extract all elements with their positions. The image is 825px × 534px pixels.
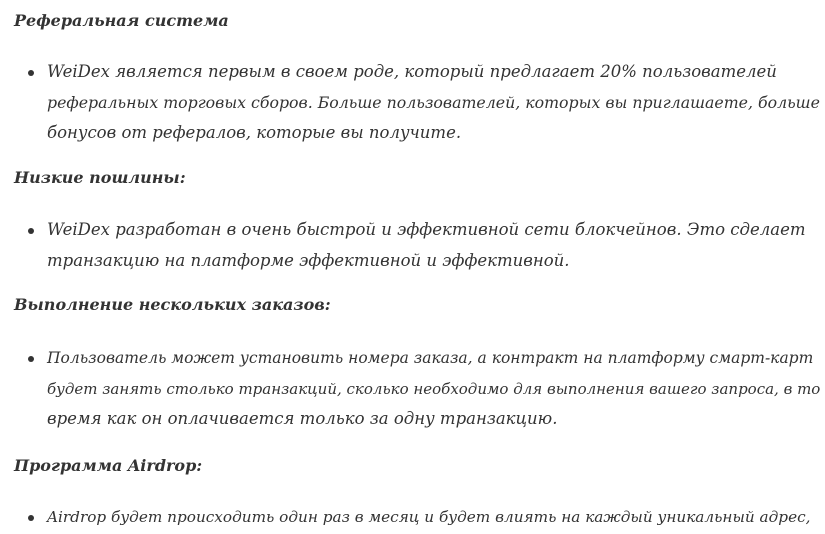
list-item-text: WeiDex является первым в своем роде, который предлагает 20% пользователей реферальных торговых сборов. Больше пользователей, которых вы приглашаете, больше бонусов от рефералов, которые вы получите. (47, 62, 820, 142)
heading-referral-system: Реферальная система (14, 11, 229, 30)
heading-multiple-orders: Выполнение нескольких заказов: (14, 295, 331, 314)
heading-airdrop-program: Программа Airdrop: (14, 456, 203, 475)
bullet-icon (28, 356, 34, 362)
list-item-text: Airdrop будет происходить один раз в месяц и будет влиять на каждый уникальный адрес, (47, 508, 811, 526)
list-item-text: Пользователь может установить номера заказа, а контракт на платформу смарт-карт будет занять столько транзакций, сколько необходимо для выполнения вашего запроса, в то время как он оплачивается только за одну транзакцию. (47, 349, 821, 428)
bullet-icon (28, 70, 34, 76)
bullet-icon (28, 515, 34, 521)
bullet-icon (28, 228, 34, 234)
heading-low-fees: Низкие пошлины: (14, 168, 186, 187)
list-item-text: WeiDex разработан в очень быстрой и эффективной сети блокчейнов. Это сделает транзакцию на платформе эффективной и эффективной. (47, 220, 806, 270)
